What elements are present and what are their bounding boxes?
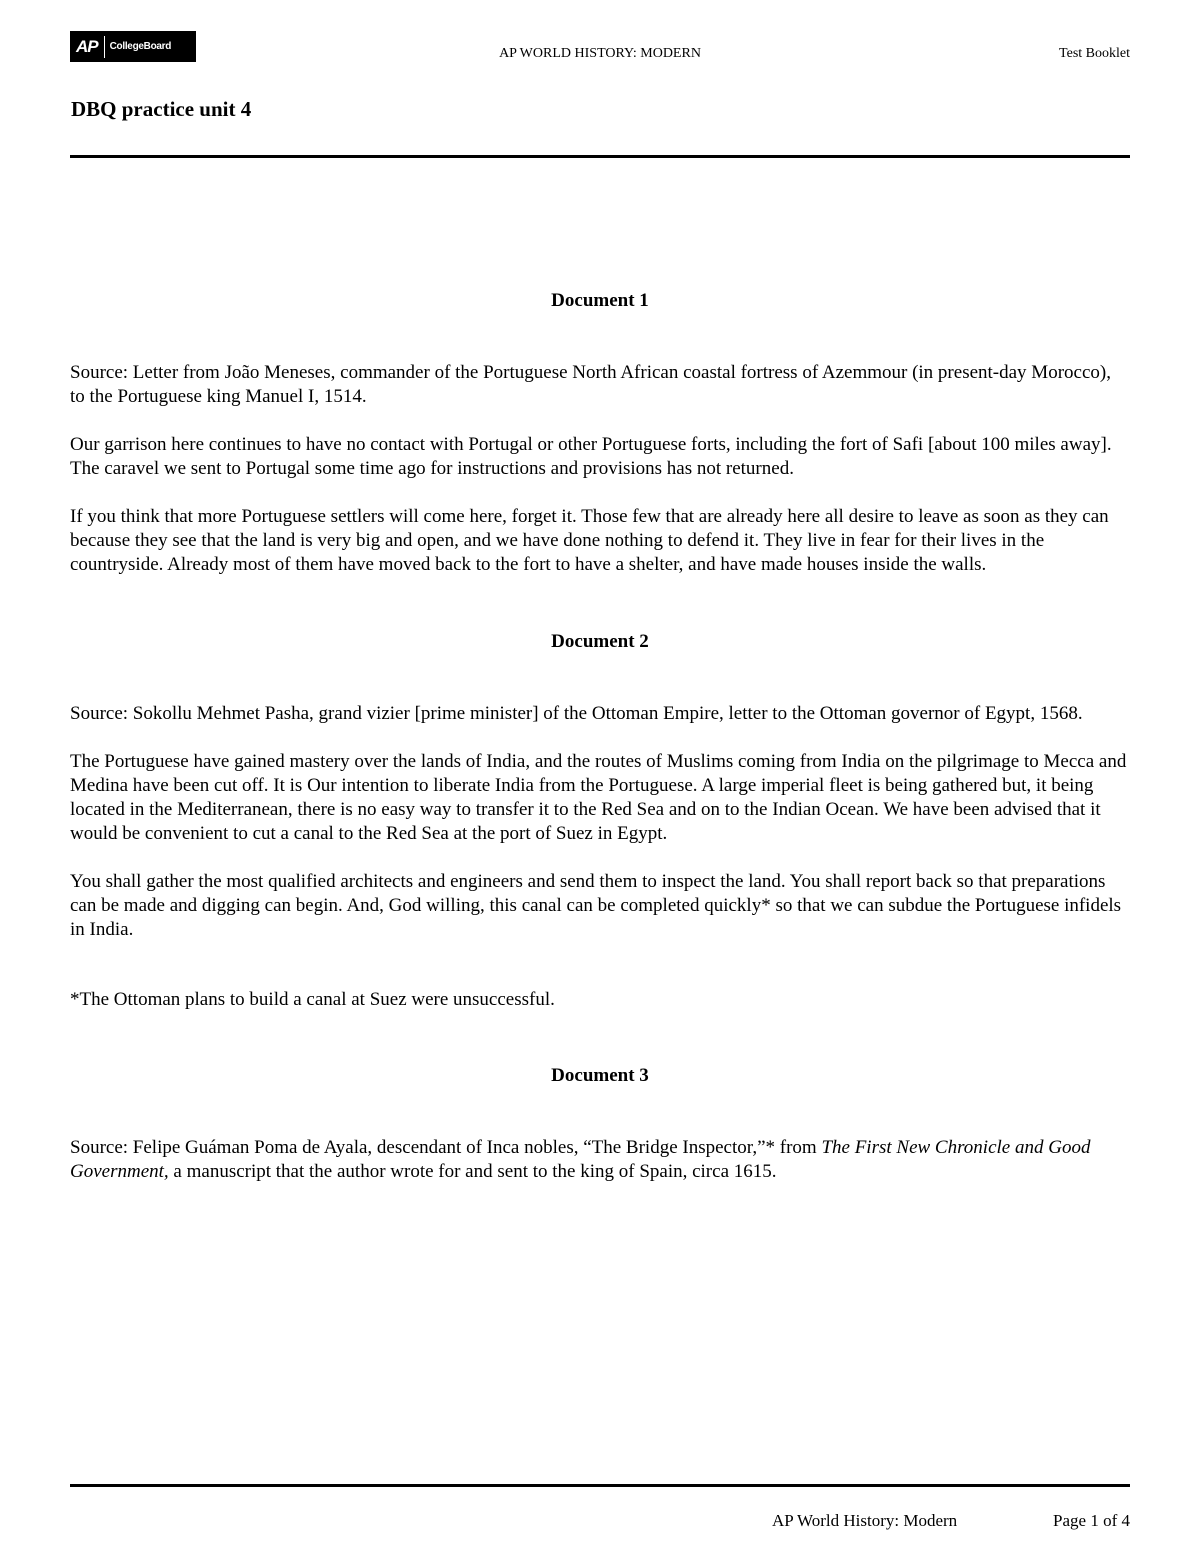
header-booklet-label: Test Booklet	[1059, 46, 1130, 61]
document-paragraph: If you think that more Portuguese settlers will come here, forget it. Those few that are already here all desire to leave as soon as they can because they see that the land is very big and open, and we have done nothing to defend it. They live in fear for their lives in the countryside. Already most of them have moved back to the fort to have a shelter, and have made houses inside the walls.	[70, 506, 1109, 575]
logo-ap-text: AP	[76, 36, 105, 58]
document-source: Source: Letter from João Meneses, commander of the Portuguese North African coastal fortress of Azemmour (in present-day Morocco), to the Portuguese king Manuel I, 1514.	[70, 362, 1111, 407]
page-number: Page 1 of 4	[1053, 1511, 1130, 1530]
document-source	[70, 1136, 1130, 1184]
document-heading: Document 1	[551, 290, 649, 311]
document-footnote: *The Ottoman plans to build a canal at Suez were unsuccessful.	[70, 989, 555, 1010]
document-source: Source: Sokollu Mehmet Pasha, grand vizier [prime minister] of the Ottoman Empire, letter to the Ottoman governor of Egypt, 1568.	[70, 703, 1083, 724]
footer-course: AP World History: Modern	[772, 1511, 958, 1530]
document-heading: Document 3	[551, 1065, 649, 1086]
document-content	[70, 289, 1130, 1184]
document-paragraph: Our garrison here continues to have no contact with Portugal or other Portuguese forts, including the fort of Safi [about 100 miles away]. The caravel we sent to Portugal some time ago for instructions and provisions has not returned.	[70, 434, 1112, 479]
source-work-title: The First New Chronicle and Good Government,	[70, 1137, 1091, 1182]
document-2	[70, 630, 1130, 1012]
document-paragraph: You shall gather the most qualified architects and engineers and send them to inspect the land. You shall report back so that preparations can be made and digging can begin. And, God willing, this canal can be completed quickly* so that we can subdue the Portuguese infidels in India.	[70, 871, 1122, 940]
document-3	[70, 1064, 1130, 1184]
document-paragraph: The Portuguese have gained mastery over the lands of India, and the routes of Muslims coming from India on the pilgrimage to Mecca and Medina have been cut off. It is Our intention to liberate India from the Portuguese. A large imperial fleet is being gathered but, it being located in the Mediterranean, there is no easy way to transfer it to the Red Sea and on to the Indian Ocean. We have been advised that it would be convenient to cut a canal to the Red Sea at the port of Suez in Egypt.	[70, 751, 1127, 844]
document-1	[70, 289, 1130, 577]
source-text: Source: Felipe Guáman Poma de Ayala, descendant of Inca nobles, “The Bridge Inspector,”* from	[70, 1137, 822, 1158]
header-course-title: AP WORLD HISTORY: MODERN	[499, 46, 701, 61]
footer-divider	[70, 1484, 1130, 1487]
header-divider	[70, 155, 1130, 158]
document-heading: Document 2	[551, 631, 649, 652]
page-title: DBQ practice unit 4	[71, 97, 252, 121]
source-text: a manuscript that the author wrote for and sent to the king of Spain, circa 1615.	[168, 1161, 777, 1182]
logo-brand-text: CollegeBoard	[109, 41, 172, 52]
